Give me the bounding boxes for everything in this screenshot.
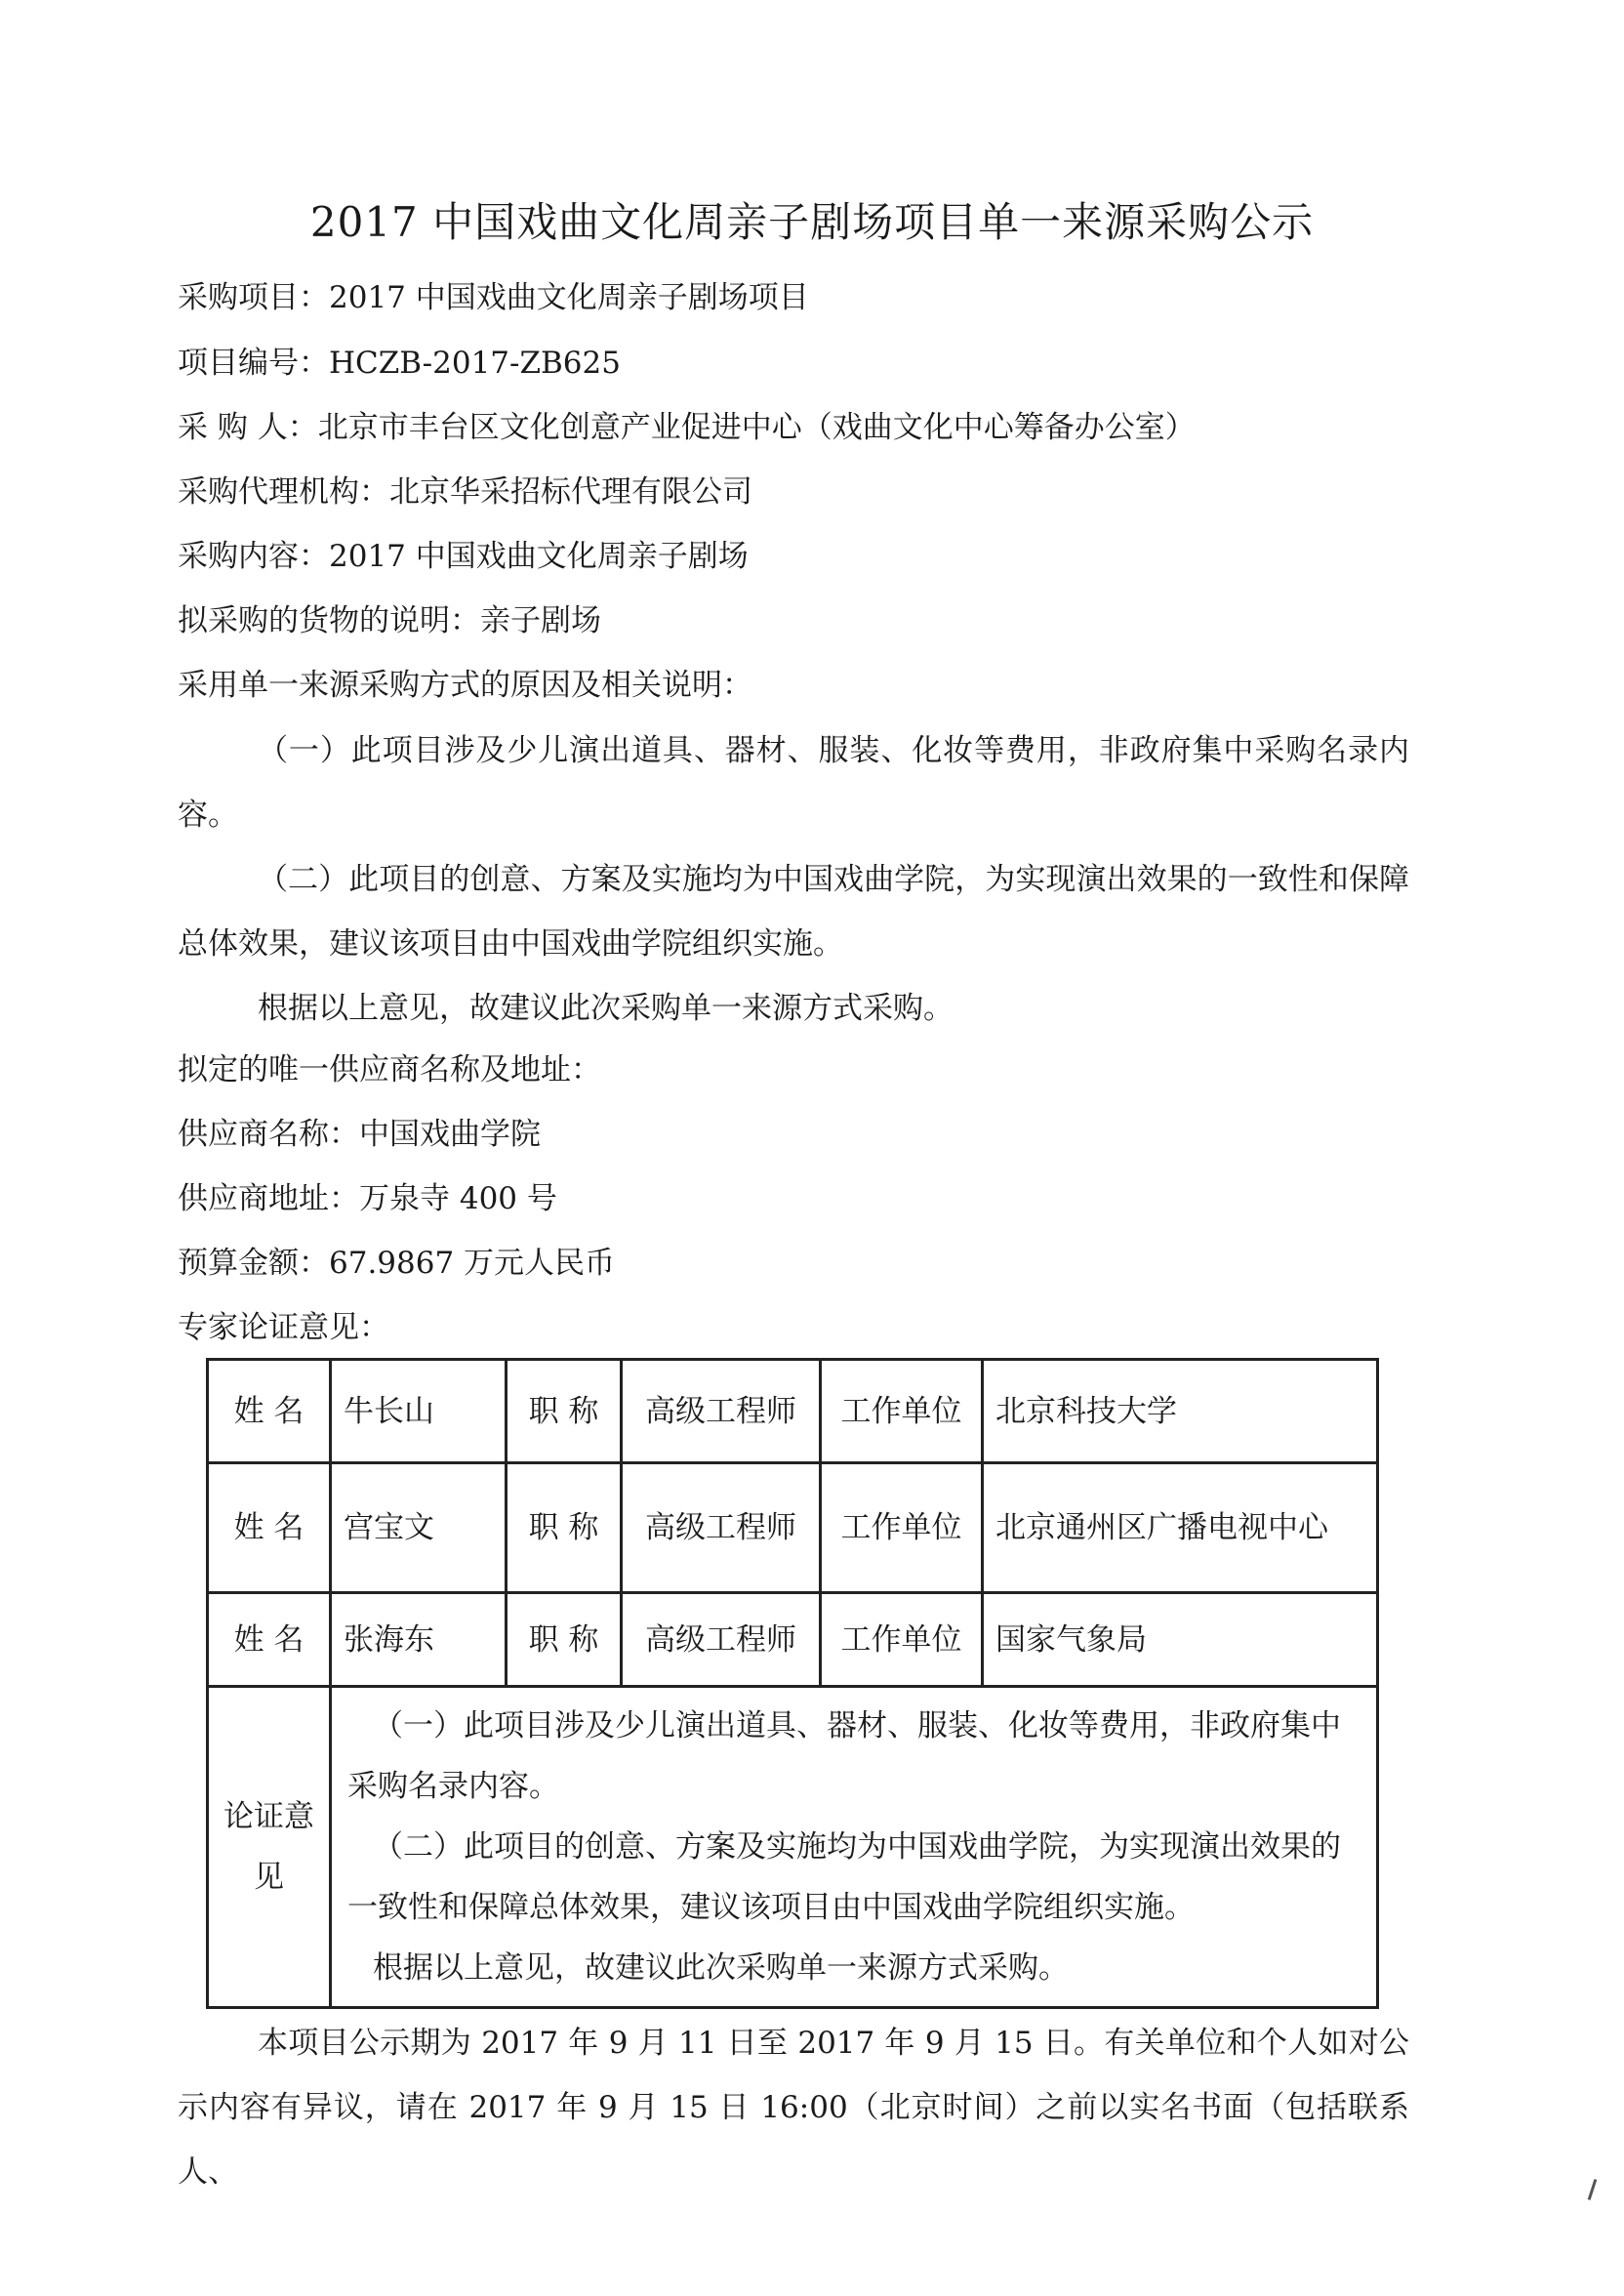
field-goods-description (178, 599, 1407, 642)
table-row (208, 1687, 1378, 2008)
field-project-number (178, 342, 1407, 385)
opinion-label: 论证意见 (208, 1687, 331, 2008)
field-content (178, 535, 1407, 578)
table-row (208, 1463, 1378, 1593)
supplier-name: 供应商名称：中国戏曲学院 (178, 1117, 541, 1152)
table-row (208, 1360, 1378, 1463)
field-label: 采购项目： (178, 280, 329, 315)
field-label: 项目编号： (178, 346, 329, 381)
opinion-content (331, 1687, 1378, 2008)
table-row (208, 1593, 1378, 1687)
supplier-heading: 拟定的唯一供应商名称及地址： (178, 1052, 601, 1087)
field-label: 采用单一来源采购方式的原因及相关说明： (178, 668, 752, 703)
field-value: 北京市丰台区文化创意产业促进中心（戏曲文化中心筹备办公室） (317, 410, 1196, 445)
expert-title: 高级工程师 (622, 1593, 821, 1687)
expert-title: 高级工程师 (622, 1360, 821, 1463)
field-reason-heading (178, 664, 1407, 707)
experts-table (206, 1358, 1379, 2009)
reason-paragraph-1: （一）此项目涉及少儿演出道具、器材、服装、化妆等费用，非政府集中采购名录内容。 (178, 733, 1409, 833)
scan-mark (1588, 2179, 1598, 2200)
opinion-paragraph-2: （二）此项目的创意、方案及实施均为中国戏曲学院，为实现演出效果的一致性和保障总体效果，建议该项目由中国戏曲学院组织实施。 (347, 1829, 1341, 1925)
expert-name: 宫宝文 (331, 1463, 507, 1593)
name-label: 姓 名 (208, 1360, 331, 1463)
page-title: 2017 中国戏曲文化周亲子剧场项目单一来源采购公示 (309, 198, 1315, 246)
field-label: 采购内容： (178, 539, 329, 574)
expert-unit: 北京科技大学 (983, 1360, 1378, 1463)
field-label: 采 购 人： (178, 410, 318, 445)
title-label: 职 称 (507, 1593, 622, 1687)
field-project (178, 276, 1407, 319)
field-label: 拟采购的货物的说明： (178, 603, 480, 638)
reason-paragraph-2: （二）此项目的创意、方案及实施均为中国戏曲学院，为实现演出效果的一致性和保障总体效果，建议该项目由中国戏曲学院组织实施。 (178, 862, 1409, 962)
experts-heading: 专家论证意见： (178, 1310, 389, 1345)
reason-conclusion: 根据以上意见，故建议此次采购单一来源方式采购。 (258, 991, 954, 1026)
field-value: HCZB-2017-ZB625 (329, 346, 621, 381)
expert-name: 牛长山 (331, 1360, 507, 1463)
field-value: 2017 中国戏曲文化周亲子剧场 (329, 539, 749, 574)
unit-label: 工作单位 (821, 1463, 983, 1593)
field-value: 亲子剧场 (480, 603, 601, 638)
opinion-conclusion: 根据以上意见，故建议此次采购单一来源方式采购。 (373, 1950, 1069, 1986)
field-value: 北京华采招标代理有限公司 (389, 474, 752, 510)
expert-unit: 北京通州区广播电视中心 (983, 1463, 1378, 1593)
expert-unit: 国家气象局 (983, 1593, 1378, 1687)
field-value: 2017 中国戏曲文化周亲子剧场项目 (329, 280, 809, 315)
name-label: 姓 名 (208, 1463, 331, 1593)
supplier-address: 供应商地址：万泉寺 400 号 (178, 1181, 557, 1216)
expert-title: 高级工程师 (622, 1463, 821, 1593)
opinion-paragraph-1: （一）此项目涉及少儿演出道具、器材、服装、化妆等费用，非政府集中采购名录内容。 (347, 1708, 1341, 1804)
title-label: 职 称 (507, 1360, 622, 1463)
unit-label: 工作单位 (821, 1360, 983, 1463)
field-label: 采购代理机构： (178, 474, 389, 510)
field-agency (178, 471, 1407, 513)
notice-paragraph: 本项目公示期为 2017 年 9 月 11 日至 2017 年 9 月 15 日。有关单位和个人如对公示内容有异议，请在 2017 年 9 月 15 日 16:00（北京时间）之前以实名书面（包括联系人、 (178, 2026, 1409, 2190)
field-purchaser (178, 406, 1407, 449)
unit-label: 工作单位 (821, 1593, 983, 1687)
title-label: 职 称 (507, 1463, 622, 1593)
name-label: 姓 名 (208, 1593, 331, 1687)
budget-amount: 预算金额：67.9867 万元人民币 (178, 1246, 616, 1281)
expert-name: 张海东 (331, 1593, 507, 1687)
